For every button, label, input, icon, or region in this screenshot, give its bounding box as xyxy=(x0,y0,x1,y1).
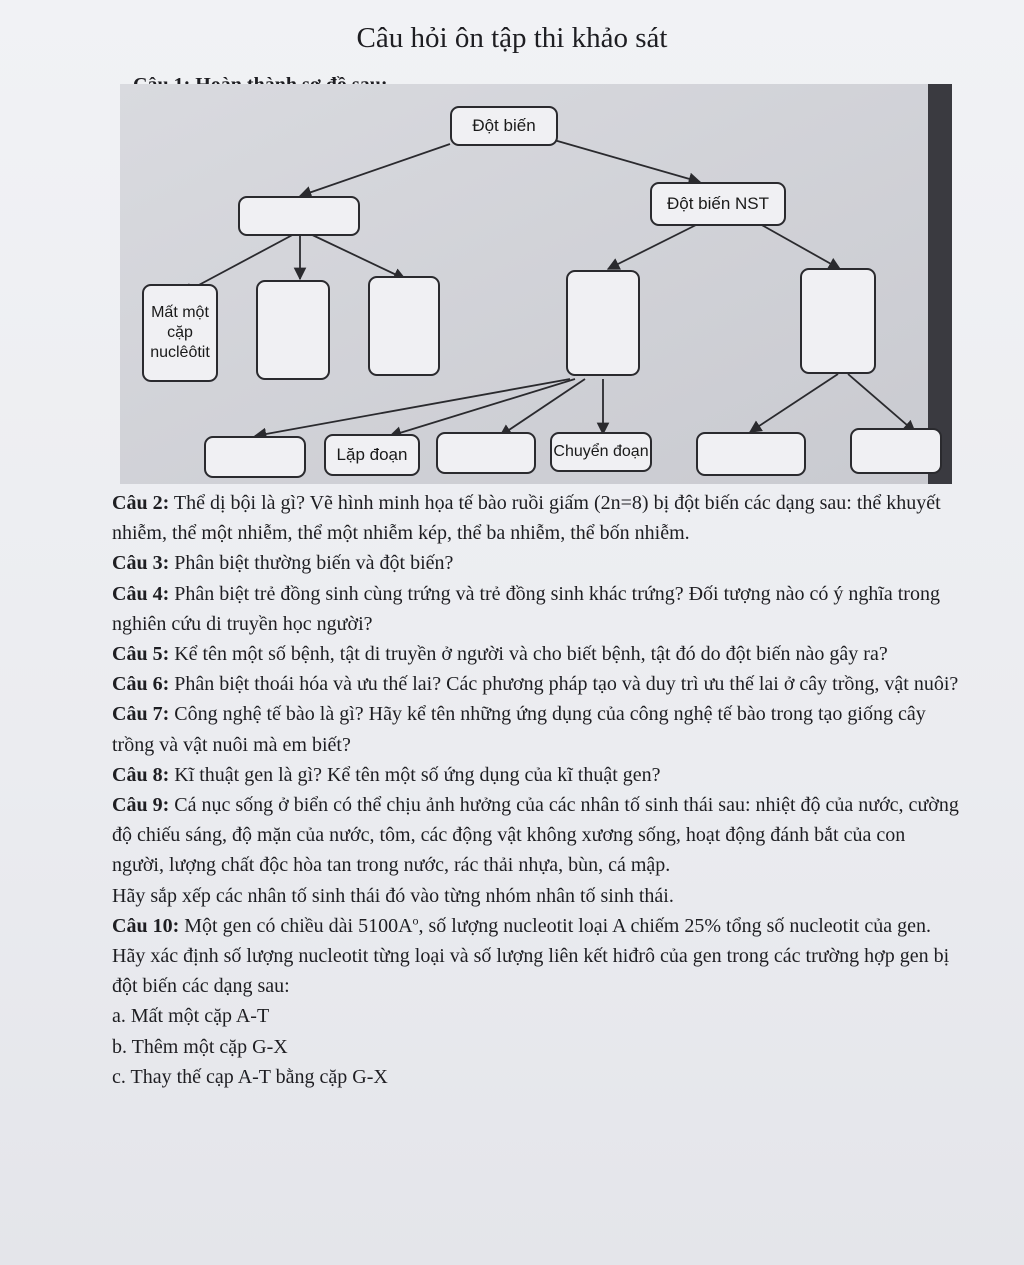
node-blank-structure-1 xyxy=(204,436,306,478)
question-8 xyxy=(112,760,962,790)
option-a: a. Mất một cặp A-T xyxy=(112,1005,270,1028)
angstrom-superscript: o xyxy=(412,913,419,928)
question-label: Câu 9: xyxy=(112,794,170,817)
page-title: Câu hỏi ôn tập thi khảo sát xyxy=(356,22,668,54)
question-label: Câu 2: xyxy=(112,492,170,514)
diagram-shadow-edge xyxy=(928,84,952,484)
node-mat-mot-cap: Mất một cặp nuclêôtit xyxy=(142,284,218,382)
node-dot-bien: Đột biến xyxy=(450,106,558,146)
node-blank-number-1 xyxy=(696,432,806,476)
question-text: , số lượng nucleotit loại A chiếm 25% tổng số nucleotit của gen. Hãy xác định số lượng nucleotit từng loại và số lượng liên kết hiđrô của gen trong các trường hợp gen bị đột biến các dạng sau: xyxy=(112,914,950,998)
question-list xyxy=(112,488,962,1092)
question-label: Câu 4: xyxy=(112,582,170,605)
question-text: Thể dị bội là gì? Vẽ hình minh họa tế bào ruồi giấm (2n=8) bị đột biến các dạng sau: thể khuyết nhiễm, thể một nhiễm, thể một nhiễm kép, thể ba nhiễm, thể bốn nhiễm. xyxy=(112,492,941,545)
question-text: Cá nục sống ở biển có thể chịu ảnh hưởng của các nhân tố sinh thái sau: nhiệt độ của nước, cường độ chiếu sáng, độ mặn của nước, tôm, các động vật không xương sống, hoạt động đánh bắt của con người, lượng chất độc hòa tan trong nước, rác thải nhựa, bùn, cá mập. xyxy=(112,794,959,877)
question-label: Câu 3: xyxy=(112,552,170,575)
node-blank-gene-2 xyxy=(256,280,330,380)
node-gene-mutation-blank xyxy=(238,196,360,236)
question-text: Kể tên một số bệnh, tật di truyền ở người và cho biết bệnh, tật đó do đột biến nào gây ra? xyxy=(169,643,888,666)
question-text: Công nghệ tế bào là gì? Hãy kể tên những ứng dụng của công nghệ tế bào trong tạo giống cây trồng và vật nuôi mà em biết? xyxy=(112,703,926,756)
question-6 xyxy=(112,669,962,699)
mutation-diagram xyxy=(120,84,952,484)
node-dot-bien-nst: Đột biến NST xyxy=(650,182,786,226)
question-label: Câu 5: xyxy=(112,643,170,666)
question-3 xyxy=(112,548,962,578)
question-9 xyxy=(112,790,962,881)
question-text: Phân biệt thoái hóa và ưu thế lai? Các phương pháp tạo và duy trì ưu thế lai ở cây trồng, vật nuôi? xyxy=(169,673,959,696)
question-text: Phân biệt trẻ đồng sinh cùng trứng và trẻ đồng sinh khác trứng? Đối tượng nào có ý nghĩa trong nghiên cứu di truyền học người? xyxy=(112,582,940,635)
node-chuyen-doan: Chuyển đoạn xyxy=(550,432,652,472)
node-blank-nst-structure xyxy=(566,270,640,376)
question-text: Một gen có chiều dài 5100A xyxy=(179,914,413,937)
question-label: Câu 10: xyxy=(112,914,180,937)
question-text: Phân biệt thường biến và đột biến? xyxy=(169,552,454,575)
question-2 xyxy=(112,488,962,548)
question-label: Câu 8: xyxy=(112,763,170,786)
question-4 xyxy=(112,579,962,639)
question-7 xyxy=(112,699,962,759)
node-blank-nst-number xyxy=(800,268,876,374)
question-text: Kĩ thuật gen là gì? Kể tên một số ứng dụng của kĩ thuật gen? xyxy=(169,763,661,786)
node-blank-gene-3 xyxy=(368,276,440,376)
question-9-instruction: Hãy sắp xếp các nhân tố sinh thái đó vào từng nhóm nhân tố sinh thái. xyxy=(112,884,674,907)
question-label: Câu 7: xyxy=(112,703,170,726)
node-blank-structure-2 xyxy=(436,432,536,474)
node-lap-doan: Lặp đoạn xyxy=(324,434,420,476)
question-label: Câu 6: xyxy=(112,673,170,696)
question-5 xyxy=(112,639,962,669)
question-10 xyxy=(112,911,962,1002)
node-blank-number-2 xyxy=(850,428,942,474)
option-b: b. Thêm một cặp G-X xyxy=(112,1035,288,1058)
option-c: c. Thay thế cạp A-T bằng cặp G-X xyxy=(112,1065,388,1088)
